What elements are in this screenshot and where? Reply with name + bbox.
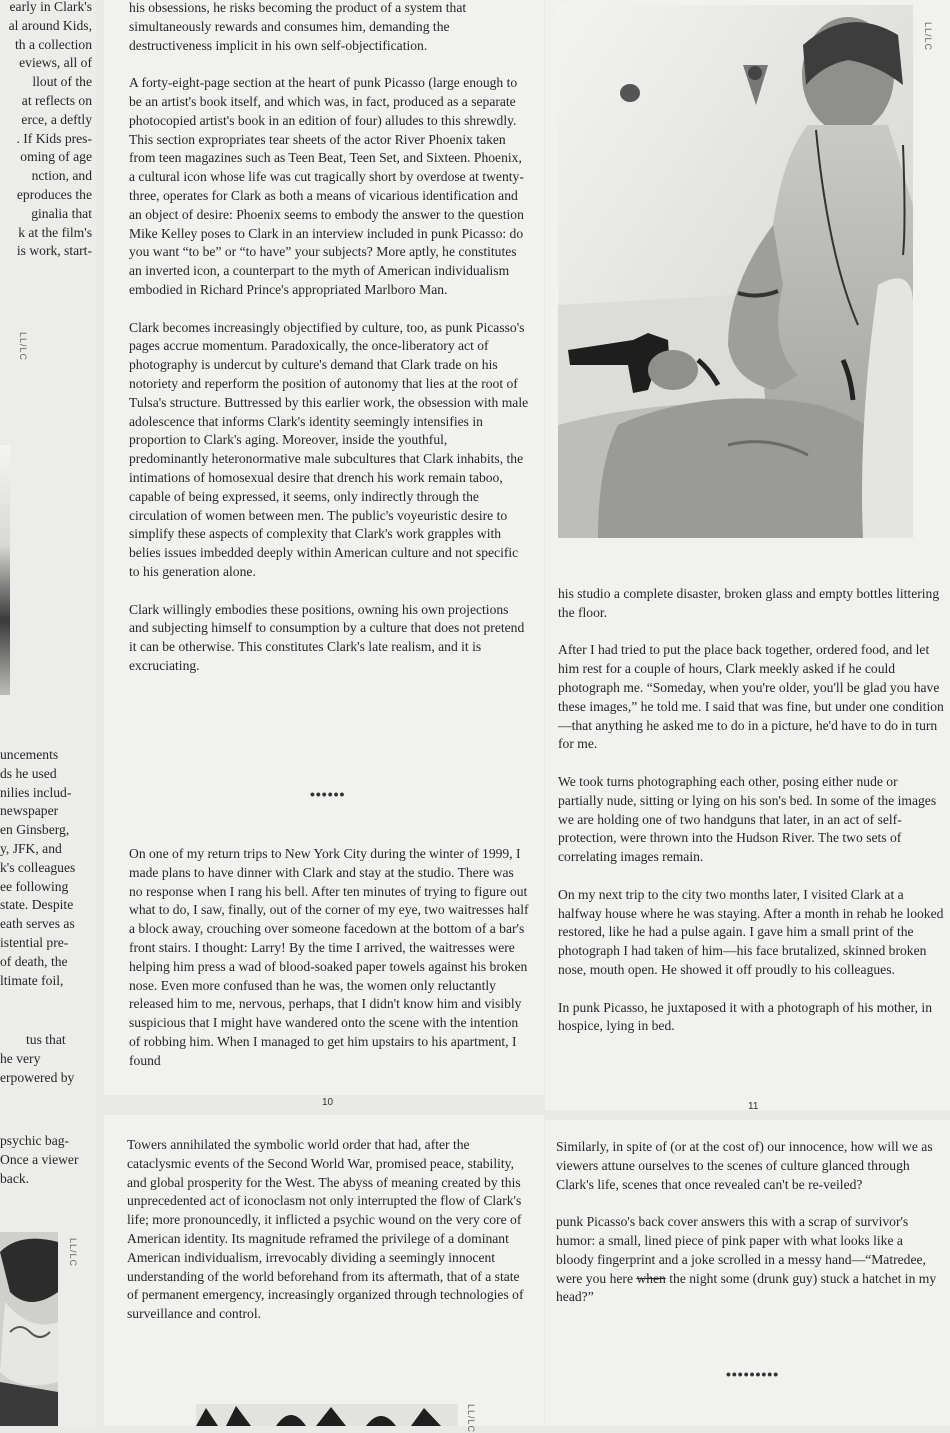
left-bottom-photo-art: [0, 1232, 58, 1426]
back-cover-text-a: punk Picasso's back cover answers this with a scrap of survivor's humor: a small, lined piece of pink paper with what looks like a bloody fingerprint and a joke scrolled in a messy hand—“Matredee, were you here: [556, 1214, 926, 1286]
text-line: destructiveness implicit in his own self-objectification.: [129, 37, 428, 53]
fragment-line: y, JFK, and: [0, 840, 62, 856]
bottom-middle-photo: [196, 1404, 458, 1426]
paragraph-photograph-me: After I had tried to put the place back together, ordered food, and let him rest for a couple of hours, Clark meekly asked if he could photograph me. “Someday, when you're older, you'll be glad you have these images,” he told me. I said that was fine, but under one condition—that anything he asked me to do in a picture, he'd have to do in turn for me.: [558, 642, 944, 752]
portrait-photo-art: [558, 5, 913, 538]
paragraph-return-trip: On one of my return trips to New York City during the winter of 1999, I made plans to have dinner with Clark and stay at the studio. There was no response when I rang his bell. After ten minutes of trying to figure out what to do, I saw, finally, out of the corner of my eye, two waitresses half a block away, crouching over someone facedown at the bottom of a bar's front stairs. I thought: Larry! By the time I arrived, the waitresses were helping him press a wad of blood-soaked paper towels against his broken nose. Even more confused than he was, the women only reluctantly released him to me, nervous, perhaps, that I didn't know him and visibly suspicious that I might have wandered onto the scene with the intention of robbing him. When I managed to get him upstairs to his apartment, I found: [129, 846, 529, 1068]
fragment-line: nction, and: [31, 168, 92, 184]
text-line: his obsessions, he risks becoming the product of a system that: [129, 0, 467, 15]
fragment-line: erce, a deftly: [21, 111, 92, 127]
fragment-line: ltimate foil,: [0, 972, 64, 988]
right-column-bottom: [556, 1138, 941, 1326]
intro-lines: [129, 0, 529, 55]
struck-word: when: [636, 1270, 666, 1286]
fragment-line: state. Despite: [0, 897, 74, 913]
left-fragment-photo: [0, 445, 10, 695]
fragment-line: . If Kids pres-: [16, 130, 92, 146]
paragraph-juxtaposed: In punk Picasso, he juxtaposed it with a photograph of his mother, in hospice, lying in bed.: [558, 999, 932, 1034]
fragment-line: oming of age: [20, 149, 92, 165]
paragraph-late-realism: Clark willingly embodies these positions, owning his own projections and subjecting himself to consumption by a culture that does not pretend it can be otherwise. This constitutes Clark's late realism, and it is excruciating.: [129, 601, 525, 673]
text-line: simultaneously rewards and consumes him, demanding the: [129, 18, 450, 34]
fragment-line: ds he used: [0, 765, 57, 781]
running-head: LL/LC: [68, 1238, 78, 1268]
back-cover-text-b: the night some (drunk guy) stuck a hatchet in my head?”: [556, 1270, 937, 1305]
fragment-line: early in Clark's: [9, 0, 92, 14]
left-fragment-mid: [0, 746, 92, 990]
paragraph-towers: Towers annihilated the symbolic world order that had, after the cataclysmic events of the Second World War, promised peace, stability, and global prosperity for the West. The abyss of meaning created by this unprecedented act of iconoclasm not only interrupted the flow of Clark's life; more pronouncedly, it inflicted a psychic wound on the very core of American identity. Its magnitude reframed the privilege of a dominant American individualism, irrevocably dividing a seemingly innocent understanding of the world beforehand from its aftermath, that of a state of permanent emergency, increasingly organized through technologies of surveillance and control.: [127, 1137, 524, 1322]
right-column-text: [558, 585, 945, 1055]
fragment-line: k at the film's: [18, 224, 92, 240]
fragment-line: eviews, all of: [19, 55, 92, 71]
fragment-line: th a collection: [14, 36, 92, 52]
fragment-line: k's colleagues: [0, 859, 76, 875]
fragment-line: Once a viewer: [0, 1151, 79, 1167]
fragment-line: he very: [0, 1050, 41, 1066]
portrait-photo: [558, 5, 913, 538]
fragment-line: istential pre-: [0, 934, 69, 950]
fragment-line: tus that: [26, 1032, 66, 1047]
fragment-line: back.: [0, 1170, 30, 1186]
left-fragment-top: [0, 0, 92, 261]
running-head: LL/LC: [923, 22, 933, 52]
fragment-line: nilies includ-: [0, 784, 72, 800]
bottom-middle-photo-art: [196, 1404, 458, 1426]
fragment-line: of death, the: [0, 953, 68, 969]
middle-column-story: [129, 845, 529, 1089]
paragraph-back-cover: [556, 1213, 941, 1307]
fragment-line: newspaper: [0, 803, 59, 819]
fragment-line: uncements: [0, 747, 59, 762]
fragment-line: ginalia that: [31, 205, 92, 221]
section-divider-dots: ••••••: [310, 786, 346, 802]
fragment-line: at reflects on: [21, 92, 92, 108]
running-head: LL/LC: [466, 1404, 476, 1433]
paragraph-objectified: Clark becomes increasingly objectified by culture, too, as punk Picasso's pages accrue momentum. Paradoxically, the once-liberatory act of photography is undercut by culture's demand that Clark trade on his notoriety and reperform the position of autonomy that lies at the root of Tulsa's structure. Buttressed by this earlier work, the obsession with male adolescence that informs Clark's identity seemingly intensifies in proportion to Clark's aging. Moreover, inside the youthful, predominantly heteronormative male subcultures that Clark inhabits, the intimations of homosexual desire that drench his work remain taboo, capable of being expressed, it seems, only indirectly through the circulation of women between men. The public's voyeuristic desire to simplify these aspects of complexity that Clark's work grapples with belies issues imbedded deeply within American culture and not specific to his generation alone.: [129, 319, 529, 579]
fragment-line: is work, start-: [16, 243, 92, 259]
running-head: LL/LC: [18, 332, 28, 362]
middle-column-top: [129, 0, 529, 694]
paragraph-artist-book: A forty-eight-page section at the heart of punk Picasso (large enough to be an artist's book itself, and which was, in fact, produced as a separate photocopied artist's book in an edition of four) alludes to this shrewdly. This section expropriates tear sheets of the actor River Phoenix taken from teen magazines such as Teen Beat, Teen Set, and Sixteen. Phoenix, a cultural icon whose life was cut tragically short by overdose at twenty-three, operates for Clark as both a means of vicarious identification and an object of desire: Phoenix seems to embody the answer to the question Mike Kelley poses to Clark in an interview included in punk Picasso: do you want “to be” or “to have” your subjects? More aptly, he constitutes an inverted icon, a counterpart to the myth of American individualism embodied in Richard Prince's appropriated Marlboro Man.: [129, 75, 524, 297]
fragment-line: eath serves as: [0, 916, 75, 932]
left-fragment-bottom: [0, 1132, 96, 1188]
middle-column-bottom: [127, 1136, 527, 1343]
fragment-line: erpowered by: [0, 1069, 75, 1085]
left-fragment-lower: [0, 1031, 92, 1087]
fragment-line: en Ginsberg,: [0, 822, 70, 838]
left-bottom-photo: [0, 1232, 58, 1426]
paragraph-similarly: Similarly, in spite of (or at the cost of) our innocence, how will we as viewers attune ourselves to the scenes of culture glanced through Clark's life, scenes that once revealed can't be re-veiled?: [556, 1139, 933, 1192]
paragraph-halfway-house: On my next trip to the city two months later, I visited Clark at a halfway house where he was staying. After a month in rehab he looked restored, like he had a pulse again. I gave him a small print of the photograph I had taken of him—his face brutalized, skinned broken nose, mouth open. He showed it off proudly to his colleagues.: [558, 886, 944, 977]
page-number-left: 10: [322, 1097, 334, 1108]
fragment-line: llout of the: [32, 74, 92, 90]
page-number-right: 11: [748, 1101, 759, 1112]
paragraph-studio: his studio a complete disaster, broken glass and empty bottles littering the floor.: [558, 586, 940, 620]
paragraph-took-turns: We took turns photographing each other, posing either nude or partially nude, sitting or lying on his son's bed. In some of the images we are holding one of two handguns that later, in an act of self-protection, were thrown into the Hudson River. The two sets of correlating images remain.: [558, 773, 937, 865]
section-divider-dots-right: •••••••••: [726, 1366, 780, 1382]
fragment-line: ee following: [0, 878, 69, 894]
fragment-line: al around Kids,: [8, 17, 92, 33]
fragment-line: eproduces the: [16, 186, 92, 202]
fragment-line: psychic bag-: [0, 1133, 70, 1148]
